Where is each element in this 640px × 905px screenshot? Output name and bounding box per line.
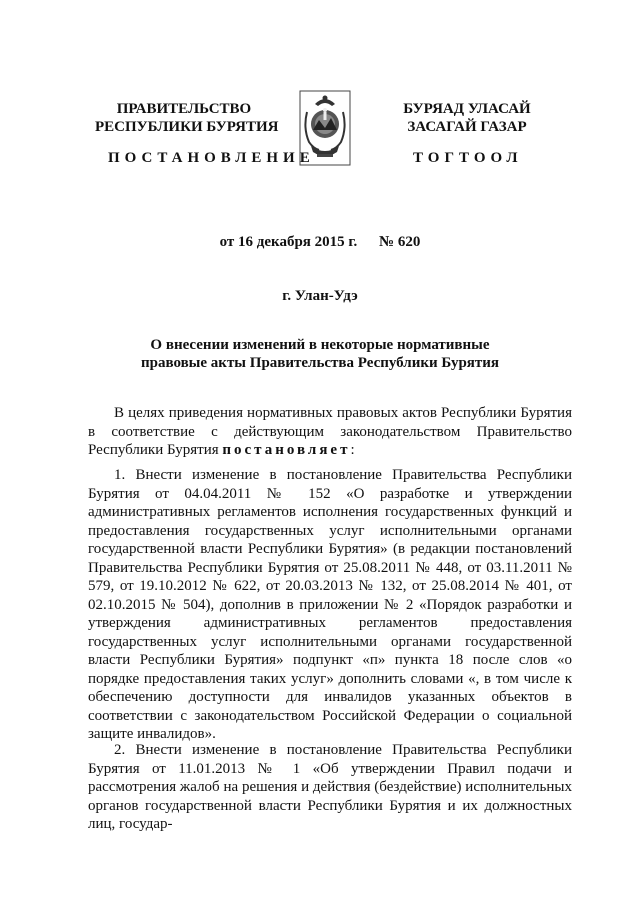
preamble-text: В целях приведения нормативных правовых актов Республики Бурятия в соответствие с действующим законодательством Правительство Республики Бурятия [88,405,572,458]
issuer-name-russian [95,100,279,136]
clause-2-paragraph: 2. Внести изменение в постановление Правительства Республики Бурятия от 11.01.2013 № 1 «Об утверждении Правил подачи и рассмотрения жалоб на решения и действия (бездействие) исполнительных органов государственной власти Республики Бурятия и их должностных лиц, государ- [88,742,572,832]
issuer-line-1: ПРАВИТЕЛЬСТВО [116,101,252,117]
document-date: от 16 декабря 2015 г. [219,234,358,250]
issuer-line-1-buryat: БУРЯАД УЛАСАЙ [403,101,531,117]
document-number: № 620 [379,234,421,250]
coat-of-arms-icon [299,90,351,166]
title-line-1: О внесении изменений в некоторые нормативные [150,337,490,353]
document-type-russian: ПОСТАНОВЛЕНИЕ [108,150,315,166]
issuer-name-buryat [378,100,556,136]
date-and-number [0,234,640,251]
title-line-2: правовые акты Правительства Республики Бурятия [140,355,500,371]
issuer-line-2: РЕСПУБЛИКИ БУРЯТИЯ [95,119,279,135]
issuer-line-2-buryat: ЗАСАГАЙ ГАЗАР [407,119,527,135]
document-title [90,336,550,372]
clause-1-paragraph: 1. Внести изменение в постановление Правительства Республики Бурятия от 04.04.2011 № 152 «О разработке и утверждении административных регламентов исполнения государственных функций и предоставления государственных услуг исполнительными органами государственной власти Республики Бурятия» (в редакции постановлений Правительства Республики Бурятия от 25.08.2011 № 448, от 03.11.2011 № 579, от 19.10.2012 № 622, от 20.03.2013 № 132, от 25.08.2014 № 401, от 02.10.2015 № 504), дополнив в приложении № 2 «Порядок разработки и утверждения административных регламентов предоставления государственных услуг исполнительными органами государственной власти Республики Бурятия» подпункт «п» пункта 18 после слов «о порядке предоставления таких услуг» дополнить словами «, в том числе к обеспечению доступности для инвалидов указанных объектов в соответствии с законодательством Российской Федерации о социальной защите инвалидов». [88,467,572,742]
place-of-issue: г. Улан-Удэ [282,288,358,304]
resolution-keyword: постановляет [222,442,351,458]
document-type-buryat: ТОГТООЛ [413,150,523,166]
preamble-paragraph [88,404,572,460]
preamble-tail: : [350,442,355,458]
